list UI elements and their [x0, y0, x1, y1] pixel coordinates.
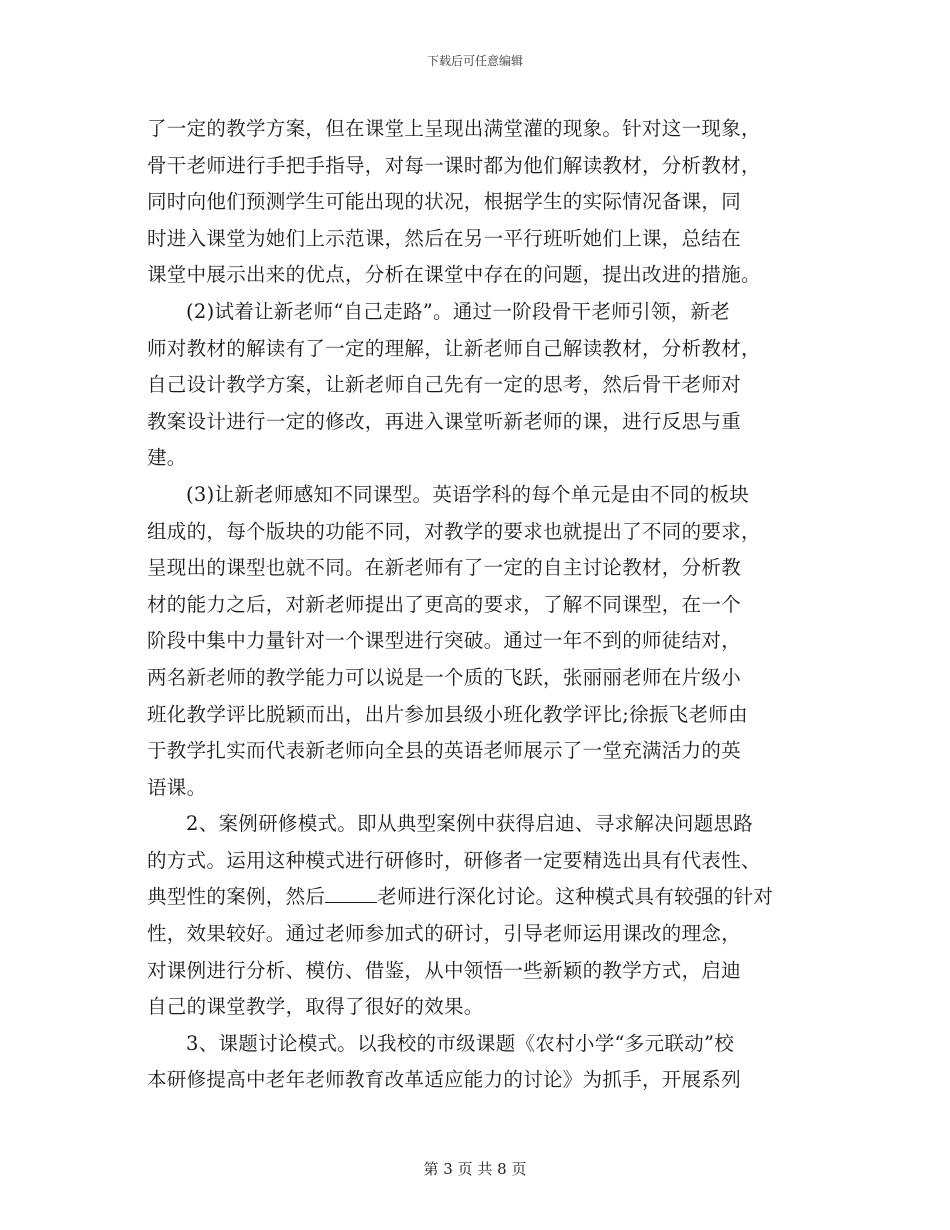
text-line: 阶段中集中力量针对一个课型进行突破。通过一年不到的师徒结对，: [147, 629, 742, 653]
paragraph-start-line: (2)试着让新老师“自己走路”。通过一阶段骨干老师引领，新老: [186, 299, 731, 323]
paragraph-start-line: 2、案例研修模式。即从典型案例中获得启迪、寻求解决问题思路: [186, 812, 754, 836]
fill-in-blank: [325, 888, 377, 903]
text-segment: 典型性的案例，然后: [147, 885, 326, 909]
paragraph-start-line: (3)让新老师感知不同课型。英语学科的每个单元是由不同的板块: [186, 482, 750, 506]
text-line: 师对教材的解读有了一定的理解，让新老师自己解读教材，分析教材，: [147, 336, 761, 360]
paragraph-start-line: 3、课题讨论模式。以我校的市级课题《农村小学“多元联动”校: [186, 1031, 735, 1055]
text-line: 的方式。运用这种模式进行研修时，研修者一定要精选出具有代表性、: [147, 848, 761, 872]
text-line: 语课。: [147, 775, 207, 799]
text-line: 同时向他们预测学生可能出现的状况，根据学生的实际情况备课，同: [147, 190, 742, 214]
page-header-note: 下载后可任意编辑: [426, 54, 523, 68]
text-line: 本研修提高中老年老师教育改革适应能力的讨论》为抓手，开展系列: [147, 1068, 742, 1092]
text-line: 组成的，每个版块的功能不同，对教学的要求也就提出了不同的要求，: [147, 519, 761, 543]
text-line: 建。: [147, 446, 187, 470]
text-line: 时进入课堂为她们上示范课，然后在另一平行班听她们上课，总结在: [147, 226, 742, 250]
text-segment: 老师进行深化讨论。这种模式具有较强的针对: [377, 885, 774, 909]
text-line-with-blank: [147, 879, 807, 916]
text-line: 对课例进行分析、模仿、借鉴，从中领悟一些新颖的教学方式，启迪: [147, 958, 742, 982]
text-line: 自己的课堂教学，取得了很好的效果。: [147, 995, 484, 1019]
text-line: 于教学扎实而代表新老师向全县的英语老师展示了一堂充满活力的英: [147, 739, 742, 763]
text-line: 材的能力之后，对新老师提出了更高的要求，了解不同课型，在一个: [147, 592, 742, 616]
text-line: 教案设计进行一定的修改，再进入课堂听新老师的课，进行反思与重: [147, 409, 742, 433]
text-line: 骨干老师进行手把手指导，对每一课时都为他们解读教材，分析教材，: [147, 153, 761, 177]
text-line: 自己设计教学方案，让新老师自己先有一定的思考，然后骨干老师对: [147, 373, 742, 397]
text-line: 了一定的教学方案，但在课堂上呈现出满堂灌的现象。针对这一现象，: [147, 117, 761, 140]
text-line: 呈现出的课型也就不同。在新老师有了一定的自主讨论教材，分析教: [147, 556, 742, 580]
text-line: 性，效果较好。通过老师参加式的研讨，引导老师运用课改的理念，: [147, 922, 742, 946]
document-body: [147, 111, 807, 1099]
text-line: 课堂中展示出来的优点，分析在课堂中存在的问题，提出改进的措施。: [147, 263, 761, 287]
text-line: 两名新老师的教学能力可以说是一个质的飞跃，张丽丽老师在片级小: [147, 665, 742, 689]
text-line: 班化教学评比脱颖而出，出片参加县级小班化教学评比;徐振飞老师由: [147, 702, 748, 726]
page-number: 第 3 页 共 8 页: [423, 1160, 527, 1178]
